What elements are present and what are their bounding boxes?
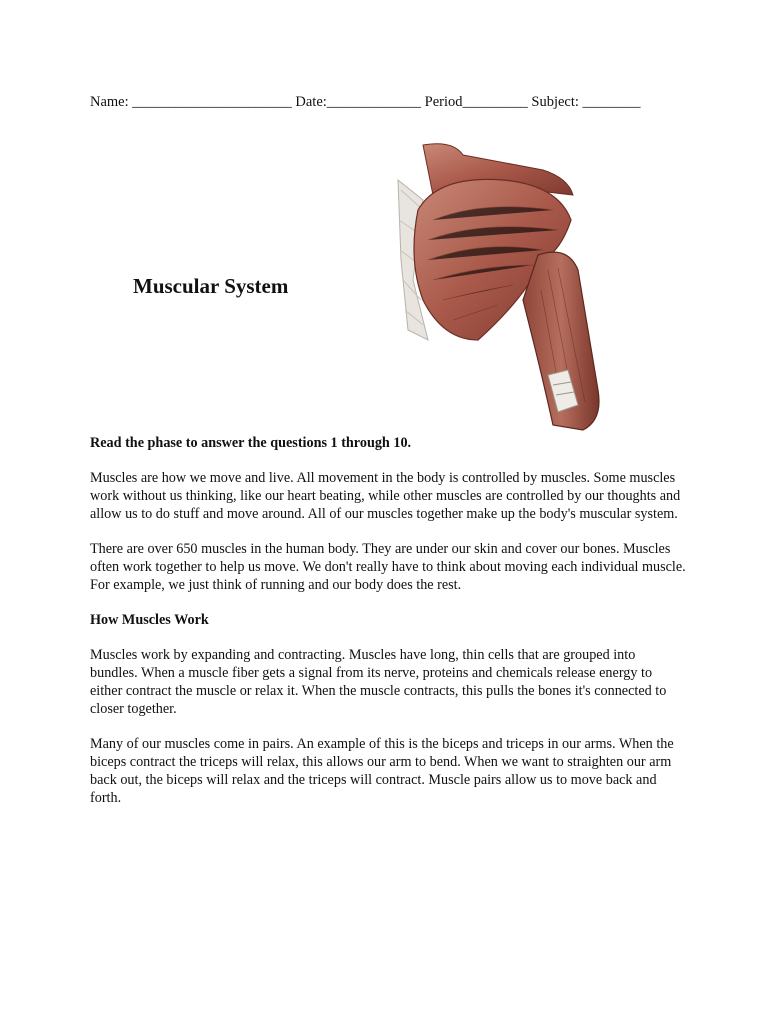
arm-muscle-illustration bbox=[393, 140, 623, 435]
name-date-period-subject-line: Name: ______________________ Date:_____________ Period_________ Subject: ________ bbox=[90, 94, 641, 110]
paragraph-how-work: Muscles work by expanding and contracting. Muscles have long, thin cells that are grouped into bundles. When a muscle fiber gets a signal from its nerve, proteins and chemicals release energy to either contract the muscle or relax it. When the muscle contracts, this pulls the bones it's connected to closer together. bbox=[90, 647, 667, 717]
instructions: Read the phase to answer the questions 1 through 10. bbox=[90, 435, 412, 451]
reading-passage bbox=[90, 434, 686, 824]
arm-shoulder-muscle-anatomy-icon bbox=[393, 140, 623, 435]
section-heading: How Muscles Work bbox=[90, 612, 209, 628]
paragraph-count: There are over 650 muscles in the human body. They are under our skin and cover our bones. Muscles often work together to help us move. We don't really have to think about moving each individual muscle. For example, we just think of running and our body does the rest. bbox=[90, 541, 686, 593]
paragraph-pairs: Many of our muscles come in pairs. An example of this is the biceps and triceps in our arms. When the biceps contract the triceps will relax, this allows our arm to bend. When we want to straighten our arm back out, the biceps will relax and the triceps will contract. Muscle pairs allow us to move back and forth. bbox=[90, 736, 674, 806]
page-title: Muscular System bbox=[133, 274, 289, 298]
paragraph-intro: Muscles are how we move and live. All movement in the body is controlled by muscles. Some muscles work without us thinking, like our heart beating, while other muscles are controlled by our thoughts and allow us to do stuff and move around. All of our muscles together make up the body's muscular system. bbox=[90, 470, 681, 522]
